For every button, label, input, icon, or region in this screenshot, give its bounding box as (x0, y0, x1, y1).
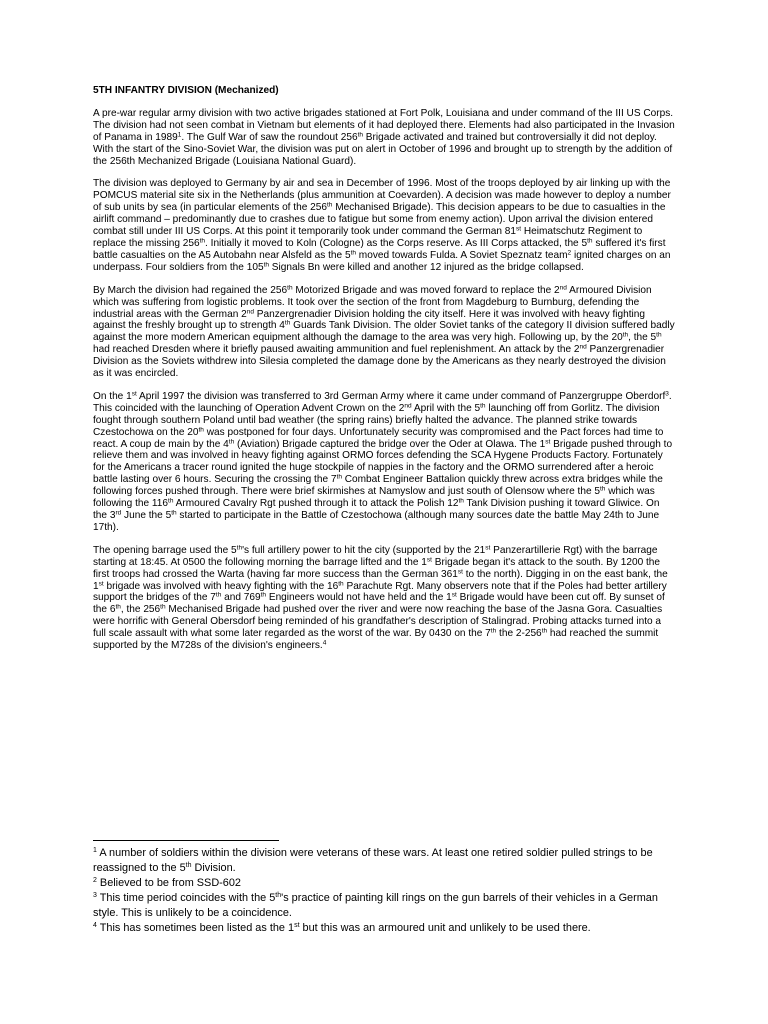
superscript: 2 (93, 877, 97, 884)
text-run: Panzerartillerie Rgt) with the barrage starting at 18:45. At 0500 the following morning the barrage lifted and the 1 (93, 544, 658, 568)
footnote (93, 846, 673, 876)
paragraph (93, 285, 676, 380)
superscript: th (198, 426, 204, 434)
superscript: th (185, 862, 192, 869)
text-run: Signals Bn were killed and another 12 injured as the bridge collapsed. (268, 261, 584, 273)
superscript: th (236, 544, 243, 552)
text-run: ignited charges on an underpass. Four soldiers from the 105 (93, 249, 671, 273)
text-run: Combat Engineer Battalion quickly threw across extra bridges while the following forces pushed through. There were brief skirmishes at Namyslow and just south of Olensow where the 5 (93, 474, 663, 498)
text-run: , the 5 (628, 332, 657, 344)
text-run: A pre-war regular army division with two active brigades stationed at Fort Polk, Louisiana and under command of the III US Corps. The division had not seen combat in Vietnam but elements of it had deployed there. Elements had also participated in the Invasion of Panama in 1989 (93, 107, 675, 143)
superscript: 4 (93, 922, 97, 929)
superscript: st (516, 225, 522, 233)
superscript: th (458, 497, 464, 505)
footnote-separator (93, 840, 279, 841)
text-run: moved towards Fulda. A Soviet Speznatz team (356, 249, 568, 261)
paragraph (93, 545, 676, 652)
text-run: which was following the 116 (93, 486, 655, 510)
text-run: but this was an armoured unit and unlikely to be used there. (299, 922, 591, 934)
footnote (93, 891, 673, 921)
text-run: The opening barrage used the 5 (93, 544, 237, 556)
text-run: started to participate in the Battle of Czestochowa (although many sources date the battle May 24th to June 17th). (93, 510, 660, 533)
text-run: 's practice of painting kill rings on the gun barrels of their vehicles in a German style. This is unlikely to be a coincidence. (93, 892, 658, 919)
text-run: June the 5 (121, 510, 172, 521)
text-run: Heimatschutz Regiment to replace the missing 256 (93, 226, 643, 249)
paragraph (93, 108, 676, 168)
superscript: th (199, 237, 206, 245)
text-run: launching off from Gorlitz. The division fought through southern Poland until bad weather (the spring rains) briefly halted the advance. The planned strike towards Czestochowa on the 20 (93, 402, 660, 438)
text-run: This time period coincides with the 5 (96, 892, 276, 904)
superscript: nd (559, 284, 567, 292)
text-run: On the 1 (93, 390, 132, 402)
text-run: (Aviation) Brigade captured the bridge over the Oder at Olawa. The 1 (234, 438, 546, 450)
superscript: th (357, 131, 363, 139)
superscript: st (451, 591, 457, 599)
text-run: Guards Tank Division. The older Soviet tanks of the category II division suffered badly against the more modern American equipment although the damage to the area was very high. Following up, by the 20 (93, 320, 675, 344)
superscript: st (426, 556, 432, 564)
text-run: , the 256 (120, 604, 161, 616)
superscript: th (490, 627, 497, 635)
text-run: Armoured Cavalry Rgt pushed through it to attack the Polish 12 (173, 498, 459, 510)
text-run: Believed to be from SSD-602 (96, 877, 241, 889)
superscript: st (485, 544, 491, 552)
superscript: 1 (93, 847, 97, 854)
superscript: 4 (322, 639, 327, 647)
text-run: . This coincided with the launching of Operation Advent Crown on the 2 (93, 390, 672, 414)
text-run: Mechanised Brigade had pushed over the river and were now reaching the base of the Jasna Gora. Casualties were horrific with General Obersdorf being reminded of his grandfather's description of Stalingrad. Probing attacks turned into a full scale assault with what some later regarded as the worst of the war. By 0430 on the 7 (93, 604, 663, 640)
text-run: Panzergrenadier Division as the Soviets withdrew into Silesia completed the damage done by the Americans as they nearly destroyed the division as it was encircled. (93, 344, 666, 380)
text-run: The division was deployed to Germany by air and sea in December of 1996. Most of the troops deployed by air linking up with the POMCUS material site six in the Netherlands (plus ammunition at Coevarden). A decision was made however to deploy a number of sub units by sea (in particular elements of the 256 (93, 178, 671, 214)
text-run: Motorized Brigade and was moved forward to replace the 2 (292, 284, 560, 296)
text-run: had reached the summit supported by the M728s of the division's engineers. (93, 628, 659, 652)
superscript: th (350, 249, 356, 257)
text-run: Brigade would have been cut off. By sunset of the 6 (93, 592, 665, 616)
superscript: rd (115, 509, 122, 517)
text-run: Brigade pushed through to relieve them and was involved in heavy fighting against ORMO forces defending the SCA Hygene Products Factory. Fortunately for the Americans a tracer round ignited the huge stockpile of nappies in the factory and the ORMO surrendered after a heroic battle lasting over 6 hours. Securing the crossing the 7 (93, 438, 673, 486)
superscript: 2 (567, 249, 572, 257)
text-run: By March the division had regained the 256 (93, 284, 288, 296)
superscript: th (600, 485, 606, 493)
superscript: 1 (177, 131, 182, 139)
text-run: Engineers would not have held and the 1 (266, 592, 452, 604)
text-run: Armoured Division which was suffering from logistic problems. It took over the section of the front from Magdeburg to Burnburg, defending the industrial areas with the German 2 (93, 284, 652, 320)
superscript: th (171, 509, 177, 517)
body-text (93, 85, 676, 663)
superscript: th (338, 580, 344, 588)
document-title: 5TH INFANTRY DIVISION (Mechanized) (93, 85, 279, 96)
text-run: brigade was involved with heavy fighting with the 16 (103, 580, 339, 592)
superscript: st (545, 438, 551, 446)
superscript: th (275, 892, 282, 899)
superscript: th (541, 627, 548, 635)
text-run: 's full artillery power to hit the city (supported by the 21 (242, 544, 486, 556)
text-run: This has sometimes been listed as the 1 (96, 922, 295, 934)
superscript: th (215, 591, 222, 599)
text-run: Brigade began it's attack to the south. By 1200 the first troops had crossed the Warta (having far more success than the German 361 (93, 556, 661, 580)
superscript: th (622, 331, 629, 339)
text-run: had reached Dresden where it briefly paused awaiting ammunition and fuel replenishment. An attack by the 2 (93, 344, 580, 356)
superscript: th (263, 261, 269, 269)
text-run: Mechanised Brigade). This decision appears to be due to casualties in the airlift command – predominantly due to crashes due to fatigue but some from enemy action). Upon arrival the division entered combat still under III US Corps. At this point it temporarily took under command the German 81 (93, 202, 666, 238)
paragraph (93, 391, 676, 534)
text-run: Brigade activated and trained but controversially it did not deploy. With the start of the Sino-Soviet War, the division was put on alert in October of 1996 and brought up to strength by the addition of the 256th Mechanized Brigade (Louisiana National Guard). (93, 131, 673, 167)
superscript: st (131, 390, 137, 398)
text-run: April with the 5 (411, 402, 481, 414)
footnote (93, 876, 673, 891)
superscript: 3 (665, 390, 669, 398)
superscript: th (168, 497, 174, 505)
text-run: Division. (191, 862, 236, 874)
superscript: th (260, 591, 267, 599)
superscript: th (336, 473, 342, 481)
text-run: was postponed for four days. Unfortunately security was compromised and the Pact forces had time to react. A coup de main by the 4 (93, 426, 664, 450)
paragraph (93, 178, 676, 273)
superscript: nd (404, 402, 412, 410)
superscript: nd (246, 308, 254, 315)
superscript: th (284, 319, 291, 327)
superscript: th (287, 284, 293, 292)
superscript: th (656, 331, 662, 339)
text-run: to the north). Digging in on the east bank, the 1 (93, 568, 668, 592)
text-run: the 2-256 (496, 628, 542, 640)
superscript: st (457, 568, 463, 576)
superscript: st (98, 580, 104, 588)
text-run: Parachute Rgt. Many observers note that if the Poles had better artillery support the bridges of the 7 (93, 580, 667, 604)
text-run: Tank Division pushing it toward Gliwice. On the 3 (93, 498, 660, 521)
text-run: . The Gulf War of saw the roundout 256 (181, 131, 358, 143)
text-run: April 1997 the division was transferred to 3rd German Army where it came under command of Panzergruppe Oberdorf (136, 390, 666, 402)
text-run: . Initially it moved to Koln (Cologne) as the Corps reserve. As III Corps attacked, the 5 (205, 237, 588, 249)
text-run: suffered it's first battle casualties on the A5 Autobahn near Alsfeld as the 5 (93, 237, 666, 261)
superscript: th (115, 603, 121, 611)
superscript: nd (579, 343, 587, 351)
footnotes (93, 846, 673, 936)
superscript: th (326, 201, 333, 209)
superscript: 3 (93, 892, 97, 899)
text-run: and 769 (221, 592, 261, 604)
superscript: th (480, 402, 486, 410)
superscript: th (587, 237, 593, 245)
superscript: st (294, 922, 300, 929)
text-run: Panzergrenadier Division holding the city itself. Here it was involved with heavy fighting against the freshly brought up to strength 4 (93, 308, 646, 332)
text-run: A number of soldiers within the division were veterans of these wars. At least one retired soldier pulled strings to be reassigned to the 5 (93, 847, 653, 874)
superscript: th (160, 603, 166, 611)
footnote (93, 921, 673, 936)
superscript: th (228, 438, 235, 446)
